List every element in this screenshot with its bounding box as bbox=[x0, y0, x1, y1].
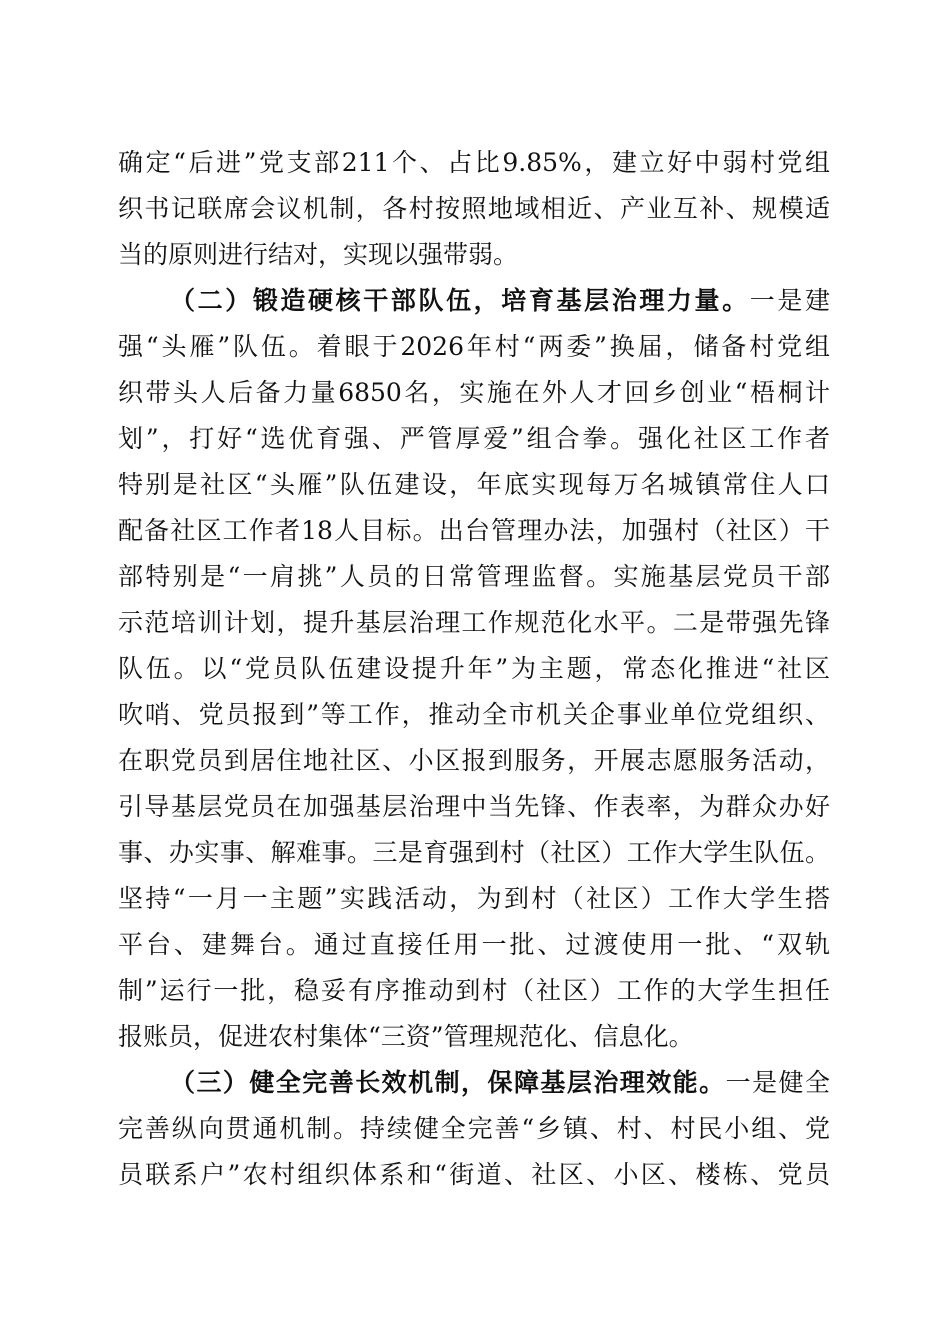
paragraph-3-line-1-rest: 一是健全 bbox=[725, 1068, 830, 1097]
paragraph-2-line-8: 示范培训计划，提升基层治理工作规范化水平。二是带强先锋 bbox=[118, 608, 830, 637]
paragraph-3-line-2: 完善纵向贯通机制。持续健全完善“乡镇、村、村民小组、党 bbox=[118, 1114, 830, 1143]
paragraph-2-line-4: 划”，打好“选优育强、严管厚爱”组合拳。强化社区工作者 bbox=[118, 424, 830, 453]
paragraph-2-line-9: 队伍。以“党员队伍建设提升年”为主题，常态化推进“社区 bbox=[118, 654, 830, 683]
paragraph-3-line-1 bbox=[118, 1060, 830, 1106]
paragraph-2-line-12: 引导基层党员在加强基层治理中当先锋、作表率，为群众办好 bbox=[118, 792, 830, 821]
paragraph-1-line-2: 织书记联席会议机制，各村按照地域相近、产业互补、规模适 bbox=[118, 194, 830, 223]
paragraph-1-line-3: 当的原则进行结对，实现以强带弱。 bbox=[118, 240, 519, 269]
paragraph-2-line-15: 平台、建舞台。通过直接任用一批、过渡使用一批、“双轨 bbox=[118, 930, 830, 959]
paragraph-2-line-7: 部特别是“一肩挑”人员的日常管理监督。实施基层党员干部 bbox=[118, 562, 830, 591]
paragraph-2-line-2: 强“头雁”队伍。着眼于2026年村“两委”换届，储备村党组 bbox=[118, 332, 830, 361]
paragraph-2-line-16: 制”运行一批，稳妥有序推动到村（社区）工作的大学生担任 bbox=[118, 976, 830, 1005]
paragraph-2-line-14: 坚持“一月一主题”实践活动，为到村（社区）工作大学生搭 bbox=[118, 884, 830, 913]
paragraph-3-line-3: 员联系户”农村组织体系和“街道、社区、小区、楼栋、党员 bbox=[118, 1160, 830, 1189]
section-heading-3: （三）健全完善长效机制，保障基层治理效能。 bbox=[170, 1068, 726, 1097]
paragraph-2-line-11: 在职党员到居住地社区、小区报到服务，开展志愿服务活动， bbox=[118, 746, 830, 775]
body-text bbox=[118, 140, 830, 1198]
paragraph-2-line-17: 报账员，促进农村集体“三资”管理规范化、信息化。 bbox=[118, 1022, 694, 1051]
paragraph-2-line-10: 吹哨、党员报到”等工作，推动全市机关企事业单位党组织、 bbox=[118, 700, 830, 729]
paragraph-2-line-13: 事、办实事、解难事。三是育强到村（社区）工作大学生队伍。 bbox=[118, 838, 830, 867]
paragraph-2-line-6: 配备社区工作者18人目标。出台管理办法，加强村（社区）干 bbox=[118, 516, 830, 545]
section-heading-2: （二）锻造硬核干部队伍，培育基层治理力量。 bbox=[170, 286, 750, 315]
paragraph-2-line-3: 织带头人后备力量6850名，实施在外人才回乡创业“梧桐计 bbox=[118, 378, 830, 407]
paragraph-2-line-5: 特别是社区“头雁”队伍建设，年底实现每万名城镇常住人口 bbox=[118, 470, 830, 499]
paragraph-2-line-1-rest: 一是建 bbox=[749, 286, 830, 315]
paragraph-2-line-1 bbox=[118, 278, 830, 324]
paragraph-1-line-1: 确定“后进”党支部211个、占比9.85%，建立好中弱村党组 bbox=[118, 148, 830, 177]
